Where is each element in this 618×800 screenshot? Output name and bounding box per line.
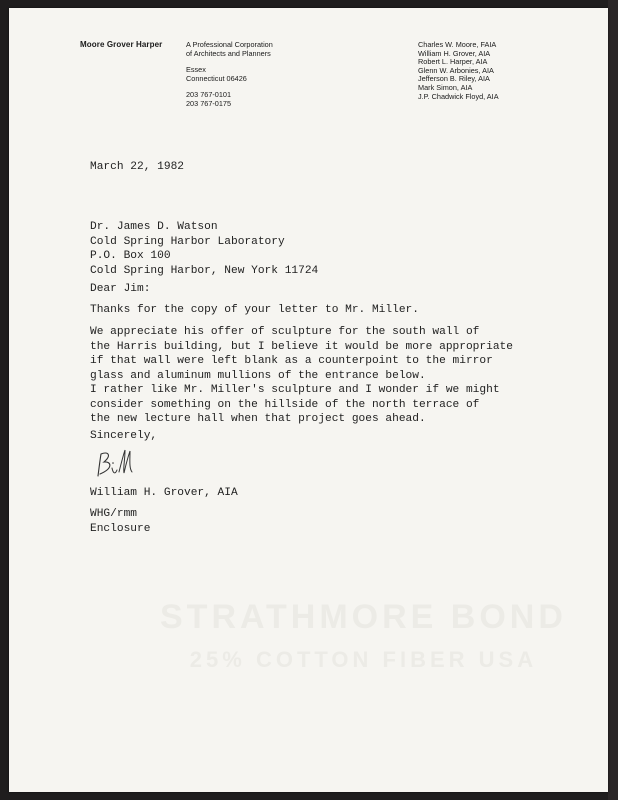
- watermark-line: 25% COTTON FIBER USA: [189, 647, 538, 672]
- firm-description-line: A Professional Corporation: [186, 40, 273, 49]
- firm-phone: 203 767-0101: [186, 90, 232, 100]
- firm-info: [186, 41, 273, 109]
- paragraph-line: if that wall were left blank as a counterpoint to the mirror: [90, 355, 493, 368]
- reference-block: [90, 507, 560, 536]
- partner-name: J.P. Chadwick Floyd, AIA: [418, 91, 499, 101]
- paragraph-3: [90, 383, 560, 427]
- partner-name: Charles W. Moore, FAIA: [418, 40, 497, 49]
- paragraph-line: glass and aluminum mullions of the entrance below.: [90, 369, 426, 382]
- firm-phone: 203 767-0175: [186, 98, 232, 108]
- typist-initials: WHG/rmm: [90, 508, 137, 520]
- partner-name: Mark Simon, AIA: [418, 82, 473, 92]
- firm-name: Moore Grover Harper: [80, 40, 163, 49]
- partner-name: William H. Grover, AIA: [418, 48, 491, 58]
- address-line: Cold Spring Harbor Laboratory: [90, 235, 285, 248]
- paragraph-2: [90, 325, 560, 383]
- enclosure-note: Enclosure: [90, 522, 151, 535]
- address-line: Dr. James D. Watson: [90, 221, 218, 233]
- firm-state-zip: Connecticut 06426: [186, 73, 247, 83]
- closing: Sincerely,: [90, 430, 158, 442]
- firm-description-line: of Architects and Planners: [186, 48, 271, 58]
- partner-name: Robert L. Harper, AIA: [418, 57, 488, 67]
- partners-list: [418, 41, 499, 101]
- paper-watermark: [160, 598, 567, 673]
- paragraph-line: consider something on the hillside of the north terrace of: [90, 398, 480, 411]
- salutation: Dear Jim:: [90, 283, 151, 295]
- page-edge: [608, 0, 618, 800]
- paragraph-1: Thanks for the copy of your letter to Mr. Miller.: [90, 304, 419, 316]
- partner-name: Glenn W. Arbonies, AIA: [418, 65, 494, 75]
- partner-name: Jefferson B. Riley, AIA: [418, 74, 490, 84]
- handwritten-signature: [92, 446, 142, 482]
- watermark-line: STRATHMORE BOND: [160, 598, 567, 636]
- firm-town: Essex: [186, 65, 206, 75]
- paragraph-line: I rather like Mr. Miller's sculpture and I wonder if we might: [90, 384, 500, 396]
- paragraph-line: We appreciate his offer of sculpture for the south wall of: [90, 326, 480, 338]
- letter-date: March 22, 1982: [90, 161, 184, 173]
- address-line: P.O. Box 100: [90, 250, 171, 263]
- signer-name: William H. Grover, AIA: [90, 487, 238, 499]
- paragraph-line: the new lecture hall when that project goes ahead.: [90, 413, 426, 426]
- address-line: Cold Spring Harbor, New York 11724: [90, 264, 319, 277]
- paragraph-line: the Harris building, but I believe it would be more appropriate: [90, 340, 513, 353]
- recipient-address: [90, 220, 560, 278]
